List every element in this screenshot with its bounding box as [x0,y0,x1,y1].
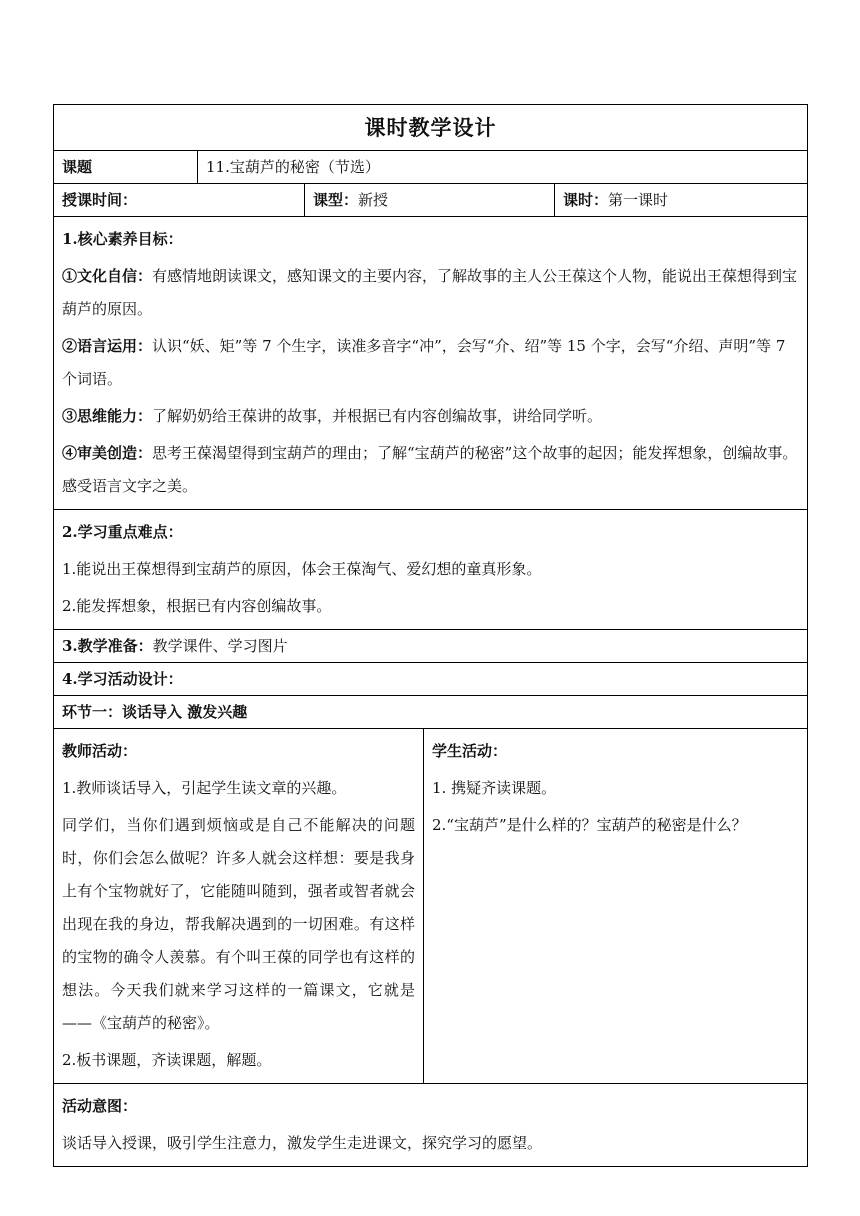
key-points-section [54,510,808,630]
goal-label: ②语言运用： [62,337,153,355]
goal-text: 有感情地朗读课文，感知课文的主要内容，了解故事的主人公王葆这个人物，能说出王葆想得到宝葫芦的原因。 [62,267,798,318]
goal-text: 思考王葆渴望得到宝葫芦的理由；了解“宝葫芦的秘密”这个故事的起因；能发挥想象，创编故事。感受语言文字之美。 [62,444,798,495]
teacher-activity-heading: 教师活动： [62,742,138,760]
goal-item [62,398,799,435]
key-point-item: 2.能发挥想象，根据已有内容创编故事。 [62,597,332,615]
lesson-type-cell [305,184,555,217]
topic-value: 11.宝葫芦的秘密（节选） [198,151,808,184]
activity-design-heading: 4.学习活动设计： [54,663,808,696]
goal-label: ①文化自信： [62,267,153,285]
teacher-activity-line: 2.板书课题，齐读课题，解题。 [62,1051,272,1069]
goal-label: ③思维能力： [62,407,153,425]
goal-item [62,328,799,398]
goal-item [62,258,799,328]
student-activity-cell [424,729,808,1084]
teaching-time-cell [54,184,305,217]
student-activity-line: 1. 携疑齐读课题。 [432,779,557,797]
goal-text: 了解奶奶给王葆讲的故事，并根据已有内容创编故事，讲给同学听。 [152,407,603,425]
core-goals-heading: 1.核心素养目标： [62,230,183,248]
teacher-activity-line: 同学们，当你们遇到烦恼或是自己不能解决的问题时，你们会怎么做呢？许多人就会这样想：要是我身上有个宝物就好了，它能随叫随到，强者或智者就会出现在我的身边，帮我解决遇到的一切困难。有这样的宝物的确令人羡慕。有个叫王葆的同学也有这样的想法。今天我们就来学习这样的一篇课文，它就是——《宝葫芦的秘密》。 [62,816,415,1032]
teacher-activity-cell [54,729,424,1084]
lesson-type-label: 课型： [313,191,359,209]
lesson-plan-table [53,104,808,1167]
activity-intent-heading: 活动意图： [62,1097,138,1115]
document-title: 课时教学设计 [54,105,808,151]
lesson-period-label: 课时： [563,191,609,209]
activity-intent-section [54,1084,808,1167]
lesson-period-cell [555,184,808,217]
core-goals-section [54,217,808,510]
goal-item [62,435,799,505]
student-activity-heading: 学生活动： [432,742,508,760]
student-activity-line: 2.“宝葫芦”是什么样的？宝葫芦的秘密是什么？ [432,816,747,834]
teaching-prep-row [54,630,808,663]
topic-label: 课题 [54,151,198,184]
key-points-heading: 2.学习重点难点： [62,523,183,541]
goal-text: 认识“妖、矩”等 7 个生字，读准多音字“冲”，会写“介、绍”等 15 个字，会写“介绍、声明”等 7 个词语。 [62,337,786,388]
key-point-item: 1.能说出王葆想得到宝葫芦的原因，体会王葆淘气、爱幻想的童真形象。 [62,560,542,578]
lesson-plan-document [53,104,807,1167]
lesson-type-value: 新授 [358,191,389,209]
teaching-prep-text: 教学课件、学习图片 [152,637,288,655]
teacher-activity-line: 1.教师谈话导入，引起学生读文章的兴趣。 [62,779,347,797]
teaching-time-label: 授课时间： [62,191,138,209]
stage-one-heading: 环节一：谈话导入 激发兴趣 [54,696,808,729]
teaching-prep-label: 3.教学准备： [62,637,153,655]
activity-intent-text: 谈话导入授课，吸引学生注意力，激发学生走进课文，探究学习的愿望。 [62,1134,543,1152]
goal-label: ④审美创造： [62,444,153,462]
lesson-period-value: 第一课时 [608,191,669,209]
